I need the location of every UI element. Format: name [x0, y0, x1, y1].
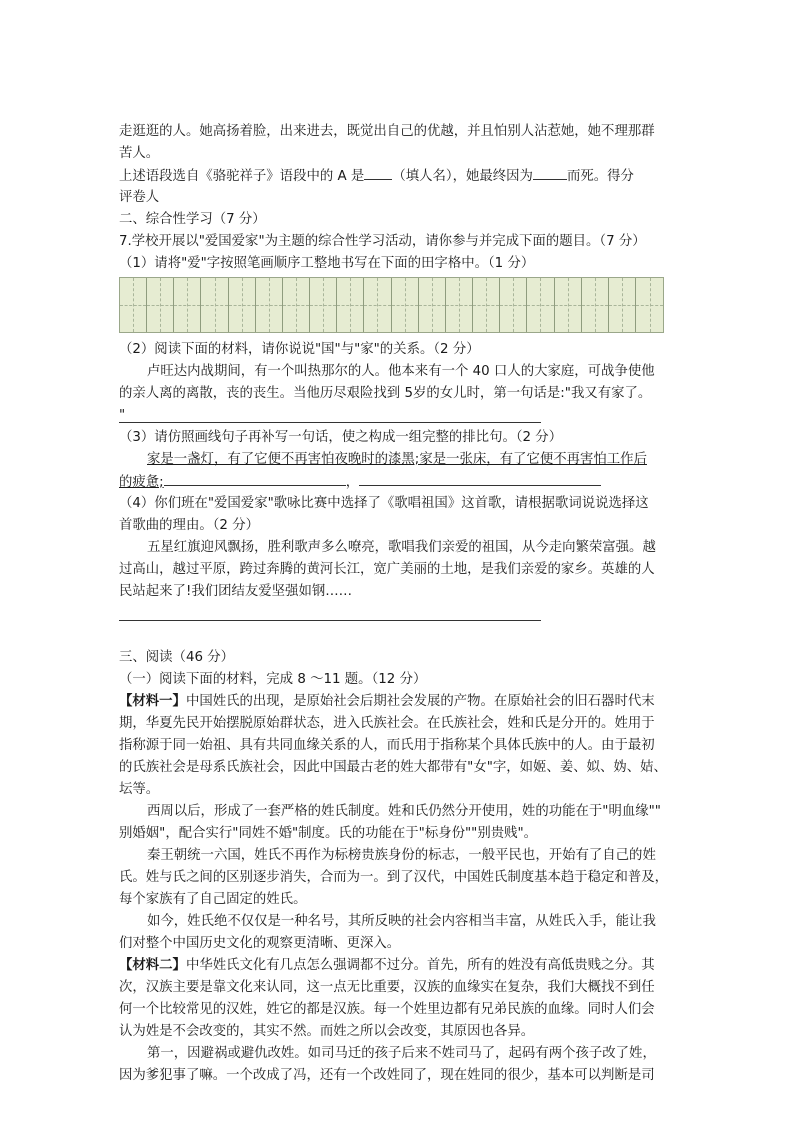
grid-cell[interactable]: [527, 278, 554, 332]
text-line: ，: [345, 475, 360, 490]
section-heading: 二、综合性学习（7 分）: [119, 212, 266, 227]
text-span: 中华姓氏文化有几点怎么强调都不过分。首先，所有的姓没有高低贵贱之分。其: [185, 958, 655, 973]
underlined-sentence: 家是一盏灯，有了它便不再害怕夜晚时的漆黑;家是一张床，有了它便不再害怕工作后: [147, 452, 647, 467]
question-text: （填人名），她最终因为: [392, 169, 533, 184]
text-line: 如今，姓氏绝不仅仅是一种名号，其所反映的社会内容相当丰富，从姓氏入手，能让我: [147, 914, 656, 929]
text-line: 第一，因避祸或避仇改姓。如司马迁的孩子后来不姓司马了，起码有两个孩子改了姓，: [147, 1046, 656, 1061]
question-7-4: （4）你们班在"爱国爱家"歌咏比赛中选择了《歌唱祖国》这首歌，请根据歌词说说选择这: [119, 496, 649, 511]
text-line: 西周以后，形成了一套严格的姓氏制度。姓和氏仍然分开使用，姓的功能在于"明血缘"": [147, 804, 661, 819]
question-7: 7.学校开展以"爱国爱家"为主题的综合性学习活动，请你参与并完成下面的题目。（7 分）: [119, 234, 646, 249]
reading-instruction: （一）阅读下面的材料，完成 8 ～11 题。（12 分）: [119, 672, 427, 687]
grid-cell[interactable]: [310, 278, 337, 332]
answer-blank[interactable]: [364, 165, 392, 180]
text-line: 走逛逛的人。她高扬着脸，出来进去，既觉出自己的优越，并且怕别人沾惹她，她不理那群: [119, 124, 655, 139]
answer-blank[interactable]: [164, 471, 346, 486]
text-line: 别婚姻"，配合实行"同姓不婚"制度。氏的功能在于"标身份""别贵贱"。: [119, 826, 538, 841]
text-line: 氏。姓与氏之间的区别逐步消失，合而为一。到了汉代，中国姓氏制度基本趋于稳定和普及，: [119, 870, 669, 885]
text-line: 五星红旗迎风飘扬，胜利歌声多么嘹亮，歌唱我们亲爱的祖国，从今走向繁荣富强。越: [147, 540, 656, 555]
grid-cell[interactable]: [337, 278, 364, 332]
material-tag: 【材料一】: [119, 694, 186, 709]
text-line: 期，华夏先民开始摆脱原始群状态，进入氏族社会。在氏族社会，姓和氏是分开的。姓用于: [119, 716, 655, 731]
text-line: [119, 955, 679, 977]
text-line: 过高山，越过平原，跨过奔腾的黄河长江，宽广美丽的土地，是我们亲爱的家乡。英雄的人: [119, 562, 655, 577]
grid-cell[interactable]: [364, 278, 391, 332]
grid-cell[interactable]: [201, 278, 228, 332]
grid-cell[interactable]: [446, 278, 473, 332]
grid-cell[interactable]: [582, 278, 609, 332]
grid-cell[interactable]: [229, 278, 256, 332]
text-line: 们对整个中国历史文化的观察更清晰、更深入。: [119, 936, 401, 951]
text-line: 每个家族有了自己固定的姓氏。: [119, 892, 307, 907]
text-line: 的亲人离的离散，丧的丧生。当他历尽艰险找到 5岁的女儿时，第一句话是:"我又有家了。: [119, 386, 652, 401]
text-line: 认为姓是不会改变的，其实不然。而姓之所以会改变，其原因也各异。: [119, 1024, 535, 1039]
fill-in-line: [119, 471, 679, 493]
question-text: 上述语段选自《骆驼祥子》语段中的 A 是: [119, 169, 365, 184]
grid-cell[interactable]: [473, 278, 500, 332]
text-line: 民站起来了!我们团结友爱坚强如钢……: [119, 584, 353, 599]
grid-cell[interactable]: [147, 278, 174, 332]
grid-cell[interactable]: [174, 278, 201, 332]
grid-cell[interactable]: [636, 278, 663, 332]
text-line: 的氏族社会是母系氏族社会，因此中国最古老的姓大都带有"女"字，如姬、姜、姒、妫、姞、: [119, 760, 667, 775]
grid-cell[interactable]: [392, 278, 419, 332]
underlined-sentence: 的疲惫;: [119, 475, 164, 490]
answer-blank[interactable]: [533, 165, 567, 180]
text-line: ": [119, 408, 126, 423]
text-line: 次，汉族主要是靠文化来认同，这一点无比重要，汉族的血缘实在复杂，我们大概找不到任: [119, 980, 655, 995]
material-tag: 【材料二】: [119, 958, 186, 973]
text-span: 中国姓氏的出现，是原始社会后期社会发展的产物。在原始社会的旧石器时代末: [185, 694, 655, 709]
text-line: 首歌曲的理由。（2 分）: [119, 518, 259, 533]
writing-grid-area: [119, 277, 679, 335]
text-line: 坛等。: [119, 782, 160, 797]
grid-cell[interactable]: [500, 278, 527, 332]
spacer: [119, 625, 679, 647]
text-line: [119, 691, 679, 713]
text-line: 秦王朝统一六国，姓氏不再作为标榜贵族身份的标志，一般平民也，开始有了自己的姓: [147, 848, 656, 863]
question-7-2: （2）阅读下面的材料，请你说说"国"与"家"的关系。（2 分）: [119, 342, 480, 357]
question-text: 而死。得分: [566, 169, 634, 184]
grid-cell[interactable]: [419, 278, 446, 332]
fill-in-question: [119, 165, 679, 187]
grid-cell[interactable]: [256, 278, 283, 332]
grid-cell[interactable]: [283, 278, 310, 332]
answer-line[interactable]: [119, 405, 679, 427]
text-line: 苦人。: [119, 146, 160, 161]
grid-cell[interactable]: [120, 278, 147, 332]
grid-cell[interactable]: [555, 278, 582, 332]
text-line: 卢旺达内战期间，有一个叫热那尔的人。他本来有一个 40 口人的大家庭，可战争使他: [147, 364, 655, 379]
answer-blank[interactable]: [359, 471, 601, 486]
text-line: 指称源于同一始祖、具有共同血缘关系的人，而氏用于指称某个具体氏族中的人。由于最初: [119, 738, 655, 753]
grid-cell[interactable]: [609, 278, 636, 332]
section-heading: 三、阅读（46 分）: [119, 650, 235, 665]
tianzige-grid[interactable]: [119, 277, 664, 333]
exam-page: [119, 121, 679, 1087]
text-line: 何一个比较常见的汉姓，姓它的都是汉族。每一个姓里边都有兄弟民族的血缘。同时人们会: [119, 1002, 655, 1017]
text-line: 评卷人: [119, 190, 160, 205]
question-7-3: （3）请仿照画线句子再补写一句话，使之构成一组完整的排比句。（2 分）: [119, 430, 563, 445]
question-7-1: （1）请将"爱"字按照笔画顺序工整地书写在下面的田字格中。（1 分）: [119, 256, 535, 271]
answer-line[interactable]: [119, 603, 679, 625]
text-line: 因为爹犯事了嘛。一个改成了冯，还有一个改姓同了，现在姓同的很少，基本可以判断是司: [119, 1068, 655, 1083]
